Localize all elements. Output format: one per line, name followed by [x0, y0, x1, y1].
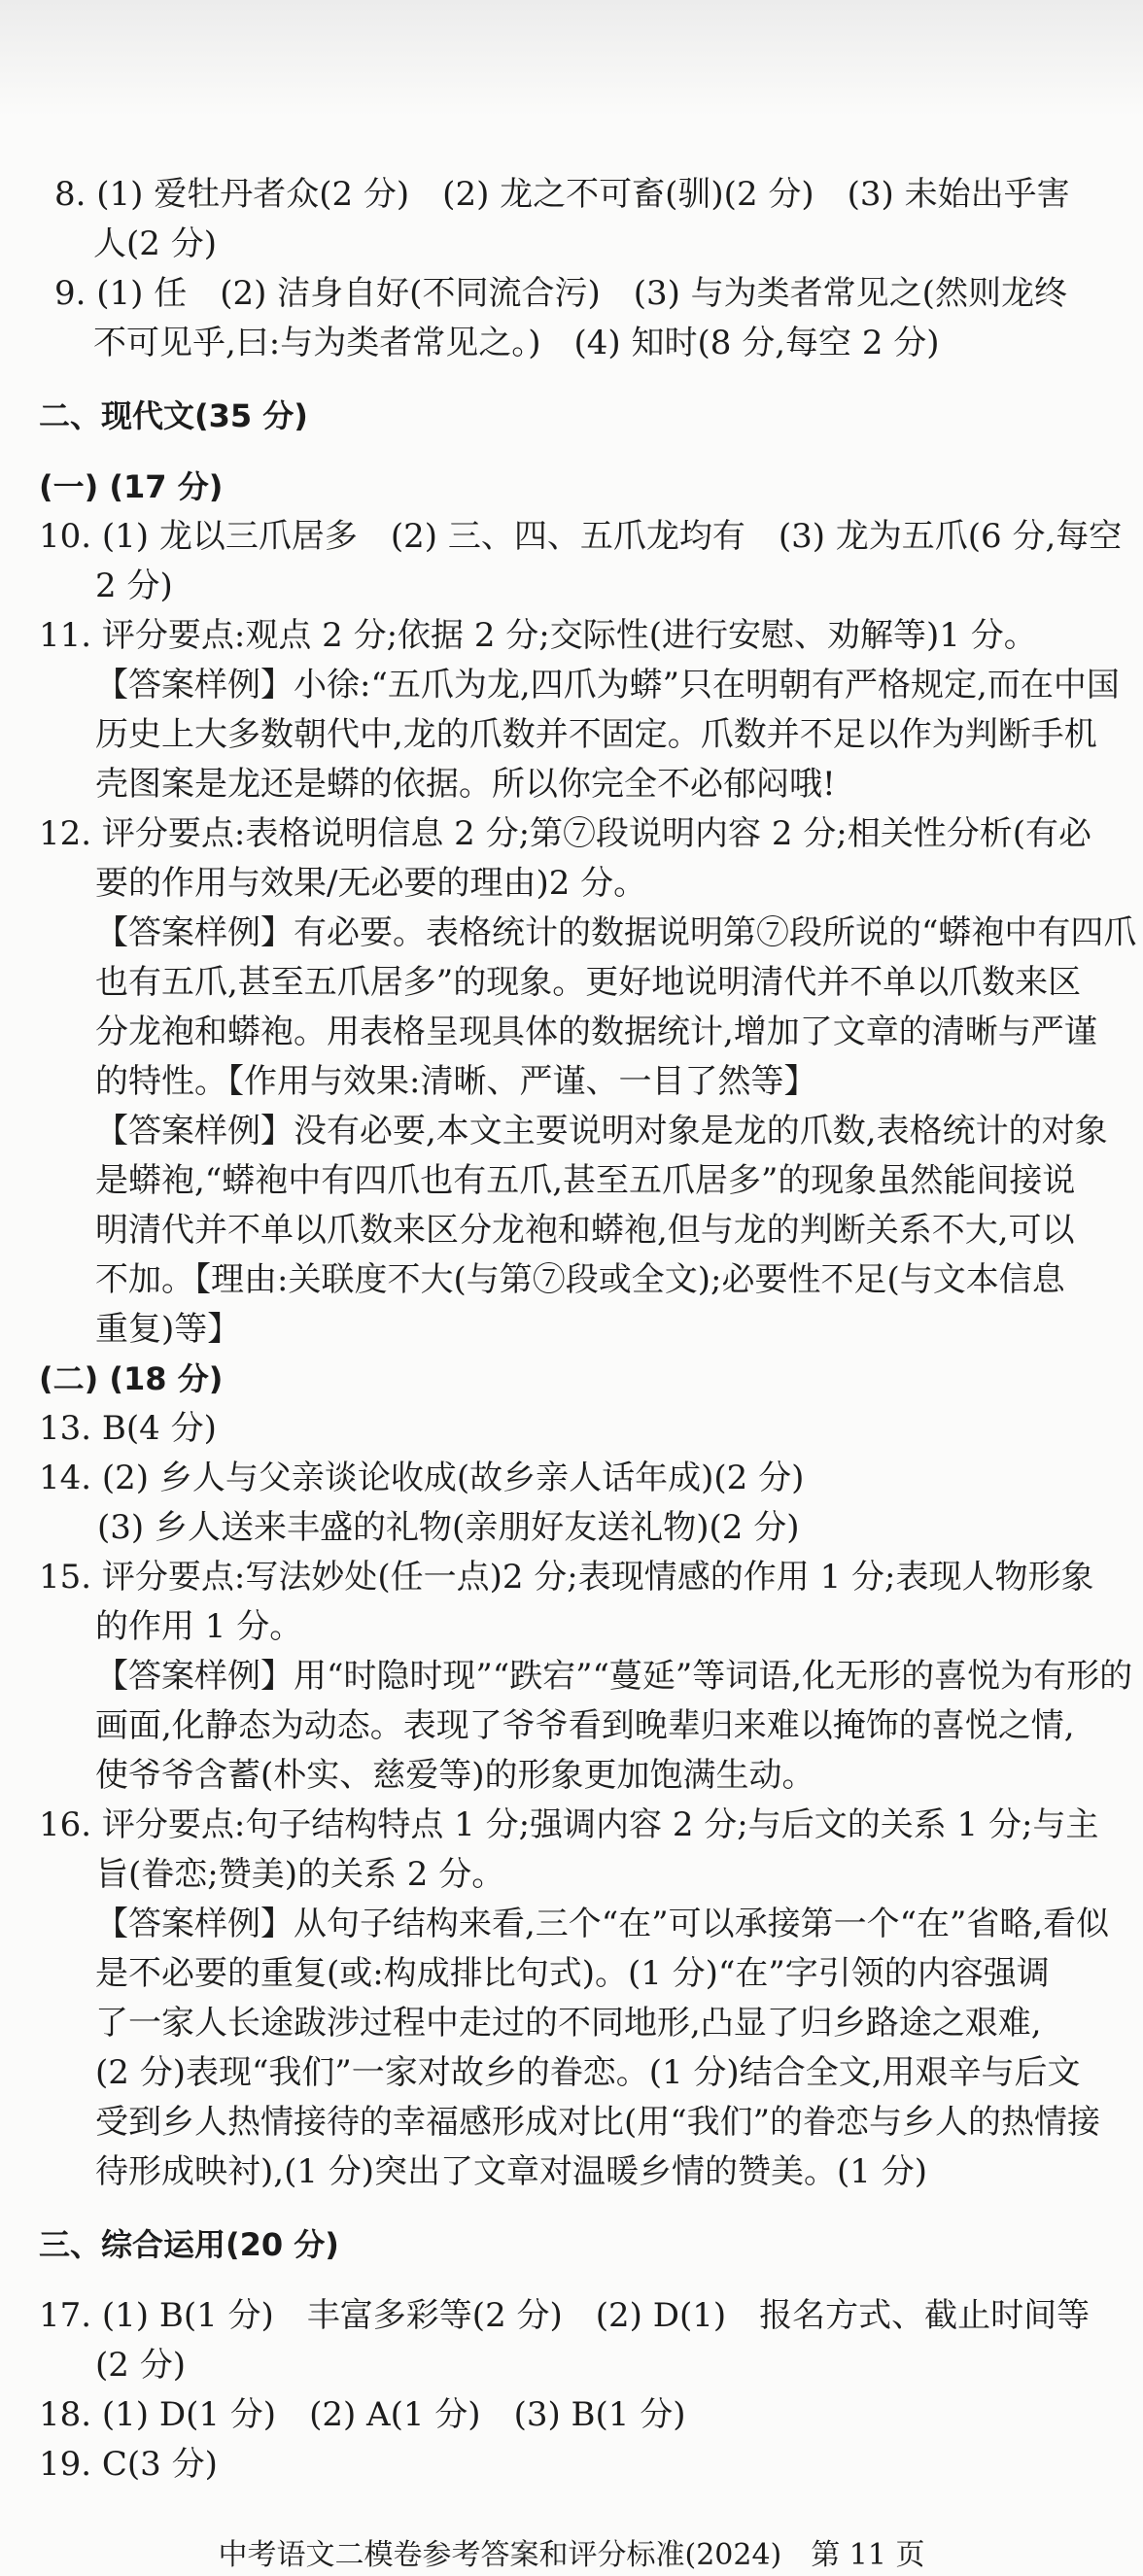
q15-answer-3: 使爷爷含蓄(朴实、慈爱等)的形象更加饱满生动。 [95, 1756, 815, 1795]
q11-answer-3: 壳图案是龙还是蟒的依据。所以你完全不必郁闷哦! [95, 765, 836, 804]
q12-answer-a-2: 也有五爪,甚至五爪居多”的现象。更好地说明清代并不单以爪数来区 [95, 963, 1082, 1002]
q12-answer-a-1: 【答案样例】有必要。表格统计的数据说明第⑦段所说的“蟒袍中有四爪 [95, 913, 1137, 952]
q16-answer-3: 了一家人长途跋涉过程中走过的不同地形,凸显了归乡路途之艰难, [95, 2004, 1042, 2043]
q9-line-1: 9. (1) 任 (2) 洁身自好(不同流合污) (3) 与为类者常见之(然则龙终 [54, 274, 1067, 313]
q11-answer-2: 历史上大多数朝代中,龙的爪数并不固定。爪数并不足以作为判断手机 [95, 715, 1097, 754]
q13-line: 13. B(4 分) [39, 1409, 217, 1448]
part-1-title: (一) (17 分) [39, 468, 224, 505]
q14-line-2: (3) 乡人送来丰盛的礼物(亲朋好友送礼物)(2 分) [97, 1508, 800, 1547]
section-3-title: 三、综合运用(20 分) [39, 2226, 339, 2263]
q12-answer-b-4: 不加。【理由:关联度不大(与第⑦段或全文);必要性不足(与文本信息 [95, 1260, 1065, 1299]
q16-line-2: 旨(眷恋;赞美)的关系 2 分。 [95, 1855, 505, 1894]
q15-answer-2: 画面,化静态为动态。表现了爷爷看到晚辈归来难以掩饰的喜悦之情, [95, 1706, 1075, 1745]
q12-answer-b-1: 【答案样例】没有必要,本文主要说明对象是龙的爪数,表格统计的对象 [95, 1112, 1108, 1151]
q11-answer-1: 【答案样例】小徐:“五爪为龙,四爪为蟒”只在明朝有严格规定,而在中国 [95, 666, 1120, 704]
section-2-title: 二、现代文(35 分) [39, 397, 308, 434]
q12-answer-b-3: 明清代并不单以爪数来区分龙袍和蟒袍,但与龙的判断关系不大,可以 [95, 1211, 1075, 1250]
q12-answer-b-5: 重复)等】 [95, 1310, 241, 1349]
answer-content [39, 170, 1137, 2490]
q10-line-2: 2 分) [95, 567, 173, 605]
q8-line-2: 人(2 分) [93, 224, 217, 263]
page-footer: 中考语文二模卷参考答案和评分标准(2024) 第 11 页 [218, 2538, 925, 2572]
q14-line-1: 14. (2) 乡人与父亲谈论收成(故乡亲人话年成)(2 分) [39, 1459, 805, 1497]
q12-line-1: 12. 评分要点:表格说明信息 2 分;第⑦段说明内容 2 分;相关性分析(有必 [39, 814, 1092, 853]
q16-answer-6: 待形成映衬),(1 分)突出了文章对温暖乡情的赞美。(1 分) [95, 2152, 928, 2191]
q16-answer-4: (2 分)表现“我们”一家对故乡的眷恋。(1 分)结合全文,用艰辛与后文 [95, 2053, 1081, 2092]
q17-line-2: (2 分) [95, 2346, 186, 2385]
q15-answer-1: 【答案样例】用“时隐时现”“跌宕”“蔓延”等词语,化无形的喜悦为有形的 [95, 1657, 1133, 1696]
q16-answer-2: 是不必要的重复(或:构成排比句式)。(1 分)“在”字引领的内容强调 [95, 1954, 1050, 1993]
q11-line-1: 11. 评分要点:观点 2 分;依据 2 分;交际性(进行安慰、劝解等)1 分。 [39, 616, 1037, 655]
scan-shadow [0, 0, 1143, 117]
q12-answer-a-3: 分龙袍和蟒袍。用表格呈现具体的数据统计,增加了文章的清晰与严谨 [95, 1013, 1097, 1051]
q12-answer-a-4: 的特性。【作用与效果:清晰、严谨、一目了然等】 [95, 1062, 817, 1101]
q16-answer-1: 【答案样例】从句子结构来看,三个“在”可以承接第一个“在”省略,看似 [95, 1905, 1110, 1943]
q16-answer-5: 受到乡人热情接待的幸福感形成对比(用“我们”的眷恋与乡人的热情接 [95, 2103, 1101, 2142]
q19-line: 19. C(3 分) [39, 2445, 218, 2484]
q9-line-2: 不可见乎,曰:与为类者常见之。) (4) 知时(8 分,每空 2 分) [93, 324, 940, 362]
q10-line-1: 10. (1) 龙以三爪居多 (2) 三、四、五爪龙均有 (3) 龙为五爪(6 分,每空 [39, 517, 1123, 556]
q18-line: 18. (1) D(1 分) (2) A(1 分) (3) B(1 分) [39, 2395, 686, 2434]
q15-line-1: 15. 评分要点:写法妙处(任一点)2 分;表现情感的作用 1 分;表现人物形象 [39, 1558, 1094, 1597]
q12-answer-b-2: 是蟒袍,“蟒袍中有四爪也有五爪,甚至五爪居多”的现象虽然能间接说 [95, 1161, 1076, 1200]
q12-line-2: 要的作用与效果/无必要的理由)2 分。 [95, 864, 647, 903]
part-2-title: (二) (18 分) [39, 1360, 224, 1397]
q8-line-1: 8. (1) 爱牡丹者众(2 分) (2) 龙之不可畜(驯)(2 分) (3) 未始出乎害 [54, 175, 1070, 214]
q15-line-2: 的作用 1 分。 [95, 1607, 303, 1646]
q17-line-1: 17. (1) B(1 分) 丰富多彩等(2 分) (2) D(1) 报名方式、截止时间等 [39, 2296, 1091, 2335]
q16-line-1: 16. 评分要点:句子结构特点 1 分;强调内容 2 分;与后文的关系 1 分;与主 [39, 1805, 1099, 1844]
